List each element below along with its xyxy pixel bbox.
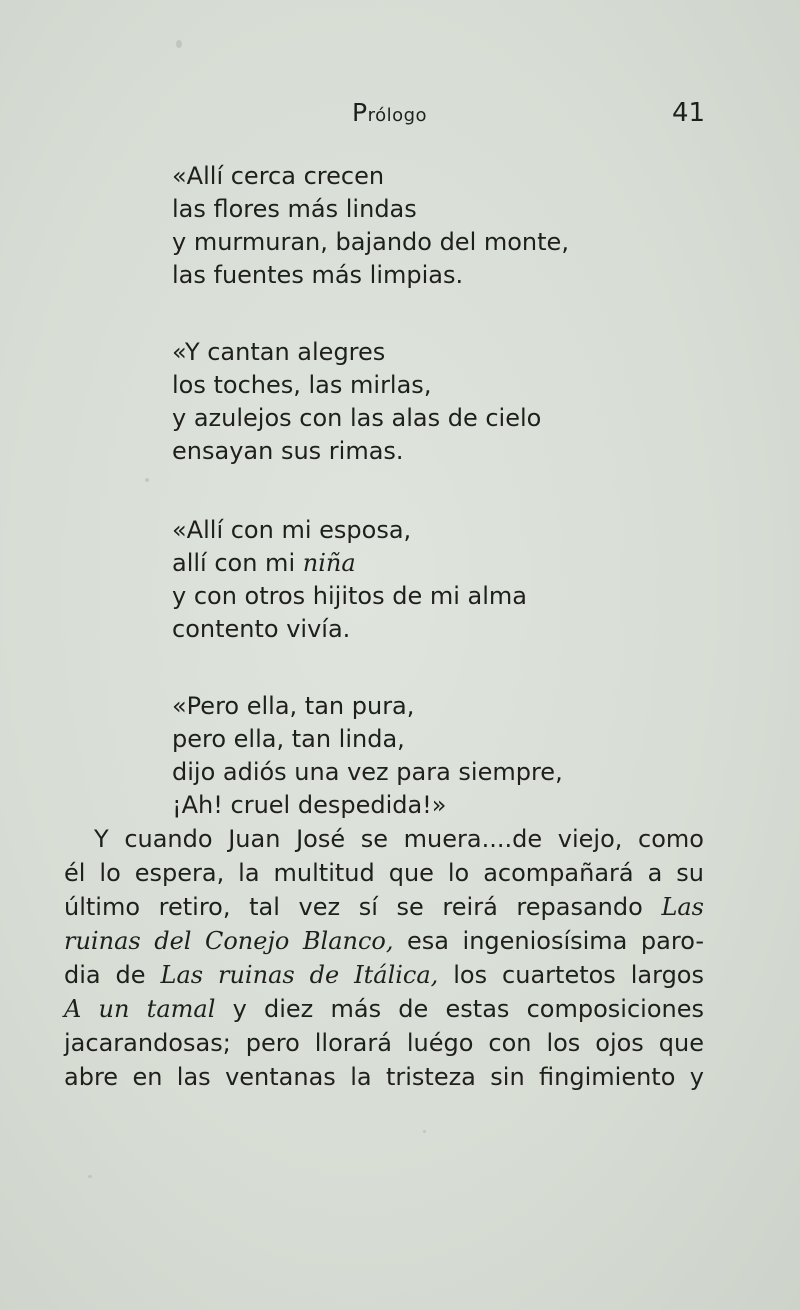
paper-speck	[176, 40, 182, 48]
prose-italic: A un tamal	[64, 995, 216, 1023]
verse-line: dijo adiós una vez para siempre,	[172, 758, 563, 786]
header-cap: P	[352, 98, 368, 127]
prose-line	[64, 992, 704, 1026]
verse-line: pero ella, tan linda,	[172, 725, 405, 753]
prose-line	[64, 890, 704, 924]
prose-italic: Las ruinas de Itálica,	[160, 961, 439, 989]
verse-line: y murmuran, bajando del monte,	[172, 228, 569, 256]
verse-line: ¡Ah! cruel despedida!»	[172, 791, 447, 819]
verse-line: los toches, las mirlas,	[172, 371, 432, 399]
verse-line	[172, 547, 712, 580]
prose-line: Y cuando Juan José se muera....de viejo, como	[94, 825, 704, 853]
verse-line: «Y cantan alegres	[172, 338, 386, 366]
verse-italic: niña	[302, 549, 356, 577]
prose-line	[64, 924, 704, 958]
prose-text: y diez más de estas composiciones	[215, 995, 704, 1023]
prose-italic: ruinas del Conejo Blanco,	[64, 927, 394, 955]
verse-line: y azulejos con las alas de cielo	[172, 404, 542, 432]
verse-line: ensayan sus rimas.	[172, 437, 404, 465]
prose-text: dia de	[64, 961, 161, 989]
paper-speck	[423, 1130, 426, 1133]
poem	[172, 160, 712, 866]
paper-speck	[88, 1175, 92, 1178]
prose-line: jacarandosas; pero llorará luégo con los ojos que	[64, 1029, 704, 1057]
verse-line: «Allí cerca crecen	[172, 162, 385, 190]
prose-text: los cuartetos largos	[438, 961, 704, 989]
verse-line: «Allí con mi esposa,	[172, 516, 412, 544]
stanza-1	[172, 160, 712, 292]
verse-line: y con otros hijitos de mi alma	[172, 582, 528, 610]
stanza-4	[172, 690, 712, 822]
verse-line: contento vivía.	[172, 615, 351, 643]
prose-text: esa ingeniosísima paro-	[393, 927, 704, 955]
verse-line: las flores más lindas	[172, 195, 417, 223]
prose-line: abre en las ventanas la tristeza sin fingimiento y	[64, 1063, 704, 1091]
prose-paragraph	[64, 822, 704, 1094]
prose-line: él lo espera, la multitud que lo acompañará a su	[64, 859, 704, 887]
stanza-3	[172, 514, 712, 646]
verse-line: «Pero ella, tan pura,	[172, 692, 415, 720]
prose-italic: Las	[661, 893, 704, 921]
verse-line: las fuentes más limpias.	[172, 261, 464, 289]
stanza-2	[172, 336, 712, 468]
running-header	[352, 98, 427, 127]
paper-speck	[145, 478, 149, 482]
prose-line	[64, 958, 704, 992]
header-rest: rólogo	[367, 105, 428, 126]
verse-text: allí con mi	[172, 549, 303, 577]
page-number: 41	[672, 98, 706, 128]
prose-text: último retiro, tal vez sí se reirá repasando	[64, 893, 662, 921]
